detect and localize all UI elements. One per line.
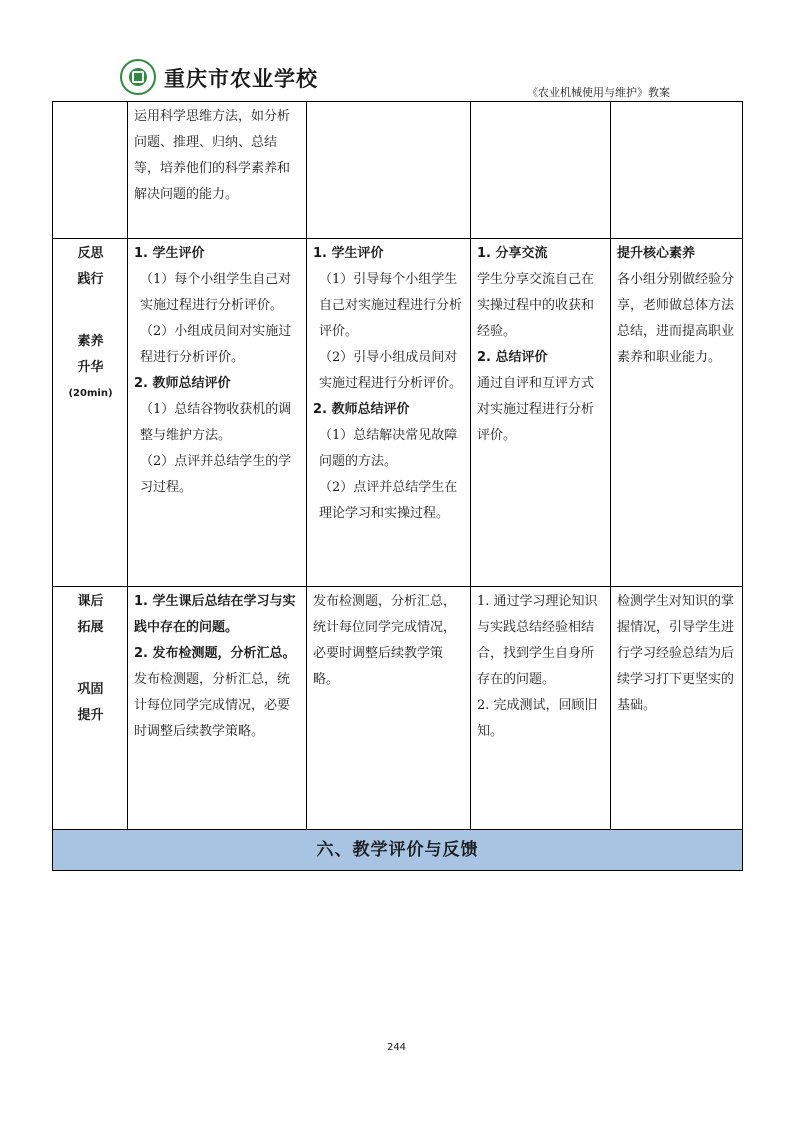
student-activity-cell	[471, 587, 611, 830]
cell-paragraph: 通过自评和互评方式对实施过程进行分析评价。	[477, 376, 595, 443]
cell-paragraph: 发布检测题，分析汇总，统计每位同学完成情况，必要时调整后续教学策略。	[134, 672, 291, 739]
stage-duration: (20min)	[68, 388, 113, 399]
stage-label: 践行	[77, 272, 104, 287]
cell-paragraph: 1. 通过学习理论知识与实践总结经验相结合，找到学生自身所存在的问题。	[477, 594, 598, 687]
cell-heading: 1. 学生课后总结在学习与实践中存在的问题。	[134, 594, 296, 635]
cell-paragraph: （1）总结谷物收获机的调整与维护方法。	[140, 402, 292, 443]
cell-heading: 1. 学生评价	[313, 246, 384, 261]
cell-heading: 1. 学生评价	[134, 246, 205, 261]
stage-cell	[53, 587, 128, 830]
cell-paragraph: （2）点评并总结学生在理论学习和实操过程。	[319, 480, 458, 521]
page-header	[52, 55, 742, 101]
cell-heading: 1. 分享交流	[477, 246, 548, 261]
cell-heading: 2. 发布检测题，分析汇总。	[134, 646, 296, 661]
cell-paragraph: （2）引导小组成员间对实施过程进行分析评价。	[319, 350, 463, 391]
stage-label: 课后	[77, 594, 104, 609]
cell-paragraph: （1）每个小组学生自己对实施过程进行分析评价。	[140, 272, 292, 313]
teacher-activity-cell	[128, 239, 307, 587]
teacher-activity-cell	[128, 587, 307, 830]
cell-paragraph: 检测学生对知识的掌握情况，引导学生进行学习经验总结为后续学习打下更坚实的基础。	[617, 594, 735, 713]
stage-label: 素养	[77, 334, 104, 349]
table-row	[53, 239, 743, 587]
page-number: 244	[386, 1042, 407, 1053]
section-heading: 六、教学评价与反馈	[53, 830, 743, 871]
stage-label: 升华	[77, 360, 104, 375]
course-title: 《农业机械使用与维护》教案	[527, 86, 670, 99]
stage-label: 拓展	[77, 620, 104, 635]
content-cell	[128, 102, 307, 239]
cell-heading: 2. 总结评价	[477, 350, 548, 365]
cell-paragraph: 运用科学思维方法，如分析问题、推理、归纳、总结等，培养他们的科学素养和解决问题的能力。	[134, 109, 291, 202]
stage-label: 巩固	[77, 682, 104, 697]
content-cell-empty	[307, 102, 471, 239]
design-intent-cell	[611, 587, 743, 830]
cell-paragraph: （2）小组成员间对实施过程进行分析评价。	[140, 324, 292, 365]
cell-heading: 2. 教师总结评价	[313, 402, 410, 417]
stage-label: 反思	[77, 246, 104, 261]
cell-paragraph: 发布检测题，分析汇总，统计每位同学完成情况，必要时调整后续教学策略。	[313, 594, 457, 687]
school-name: 重庆市农业学校	[164, 66, 318, 91]
student-activity-cell	[471, 239, 611, 587]
cell-paragraph: （1）总结解决常见故障问题的方法。	[319, 428, 458, 469]
lesson-plan-table	[52, 101, 743, 871]
teacher-guidance-cell	[307, 239, 471, 587]
cell-paragraph: 各小组分别做经验分享，老师做总体方法总结，进而提高职业素养和职业能力。	[617, 272, 735, 365]
stage-label: 提升	[77, 708, 104, 723]
logo-glyph	[132, 71, 144, 83]
school-logo	[120, 59, 156, 95]
section-heading-row	[53, 830, 743, 871]
cell-paragraph: 2. 完成测试，回顾旧知。	[477, 698, 598, 739]
cell-paragraph: （2）点评并总结学生的学习过程。	[140, 454, 292, 495]
stage-cell	[53, 239, 128, 587]
cell-paragraph: 学生分享交流自己在实操过程中的收获和经验。	[477, 272, 595, 339]
table-row	[53, 102, 743, 239]
stage-cell-empty	[53, 102, 128, 239]
table-row	[53, 587, 743, 830]
design-intent-cell	[611, 239, 743, 587]
cell-heading: 提升核心素养	[617, 246, 696, 261]
content-cell-empty	[611, 102, 743, 239]
cell-paragraph: （1）引导每个小组学生自己对实施过程进行分析评价。	[319, 272, 463, 339]
teacher-guidance-cell	[307, 587, 471, 830]
cell-heading: 2. 教师总结评价	[134, 376, 231, 391]
content-cell-empty	[471, 102, 611, 239]
